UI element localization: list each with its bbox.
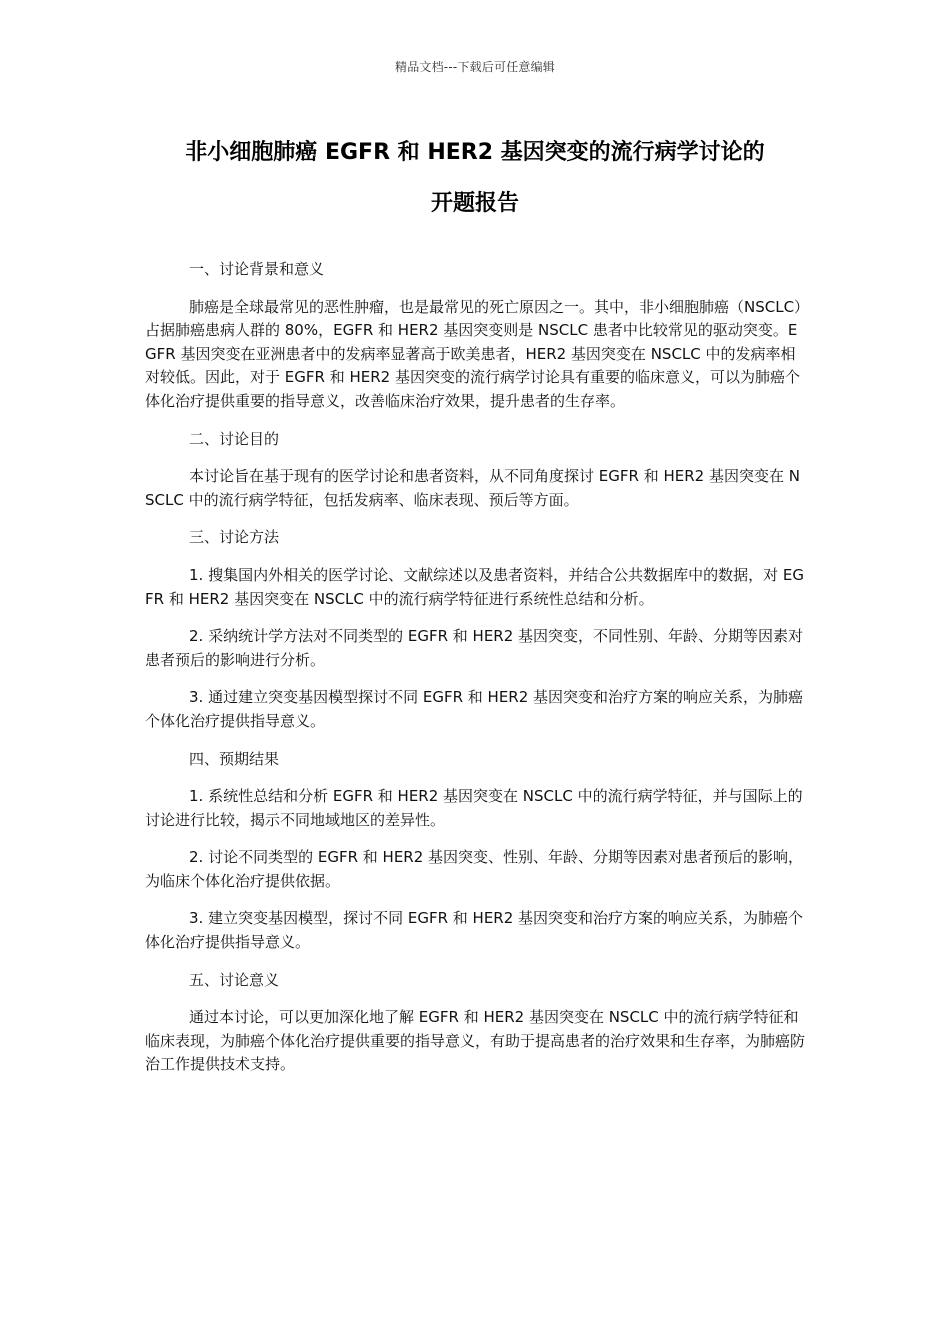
document-title-line-2: 开题报告 xyxy=(430,191,519,216)
paragraph-method-3: 3. 通过建立突变基因模型探讨不同 EGFR 和 HER2 基因突变和治疗方案的响应关系，为肺癌个体化治疗提供指导意义。 xyxy=(145,688,804,730)
paragraph-background: 肺癌是全球最常见的恶性肿瘤，也是最常见的死亡原因之一。其中，非小细胞肺癌（NSCLC）占据肺癌患病人群的 80%，EGFR 和 HER2 基因突变则是 NSCLC 患者中比较常见的驱动突变。EGFR 基因突变在亚洲患者中的发病率显著高于欧美患者，HER2 基因突变在 NSCLC 中的发病率相对较低。因此，对于 EGFR 和 HER2 基因突变的流行病学讨论具有重要的临床意义，可以为肺癌个体化治疗提供重要的指导意义，改善临床治疗效果，提升患者的生存率。 xyxy=(145,297,802,410)
section-heading-objective: 二、讨论目的 xyxy=(189,429,280,448)
document-title-line-1: 非小细胞肺癌 EGFR 和 HER2 基因突变的流行病学讨论的 xyxy=(185,140,765,165)
paragraph-method-2: 2. 采纳统计学方法对不同类型的 EGFR 和 HER2 基因突变，不同性别、年龄、分期等因素对患者预后的影响进行分析。 xyxy=(145,627,804,669)
section-heading-methods: 三、讨论方法 xyxy=(189,528,280,547)
section-heading-expected-results: 四、预期结果 xyxy=(189,749,280,768)
section-heading-background: 一、讨论背景和意义 xyxy=(189,260,325,278)
paragraph-objective: 本讨论旨在基于现有的医学讨论和患者资料，从不同角度探讨 EGFR 和 HER2 基因突变在 NSCLC 中的流行病学特征，包括发病率、临床表现、预后等方面。 xyxy=(145,467,800,509)
paragraph-significance: 通过本讨论，可以更加深化地了解 EGFR 和 HER2 基因突变在 NSCLC 中的流行病学特征和临床表现，为肺癌个体化治疗提供重要的指导意义，有助于提高患者的治疗效果和生存率，为肺癌防治工作提供技术支持。 xyxy=(145,1008,806,1074)
paragraph-method-1: 1. 搜集国内外相关的医学讨论、文献综述以及患者资料，并结合公共数据库中的数据，对 EGFR 和 HER2 基因突变在 NSCLC 中的流行病学特征进行系统性总结和分析。 xyxy=(145,565,804,608)
paragraph-result-2: 2. 讨论不同类型的 EGFR 和 HER2 基因突变、性别、年龄、分期等因素对患者预后的影响，为临床个体化治疗提供依据。 xyxy=(145,848,804,890)
paragraph-result-1: 1. 系统性总结和分析 EGFR 和 HER2 基因突变在 NSCLC 中的流行病学特征，并与国际上的讨论进行比较，揭示不同地域地区的差异性。 xyxy=(145,787,803,829)
paragraph-result-3: 3. 建立突变基因模型，探讨不同 EGFR 和 HER2 基因突变和治疗方案的响应关系，为肺癌个体化治疗提供指导意义。 xyxy=(145,909,804,952)
header-note: 精品文档---下载后可任意编辑 xyxy=(395,60,555,74)
section-heading-significance: 五、讨论意义 xyxy=(189,970,280,989)
document-body xyxy=(145,258,807,1091)
